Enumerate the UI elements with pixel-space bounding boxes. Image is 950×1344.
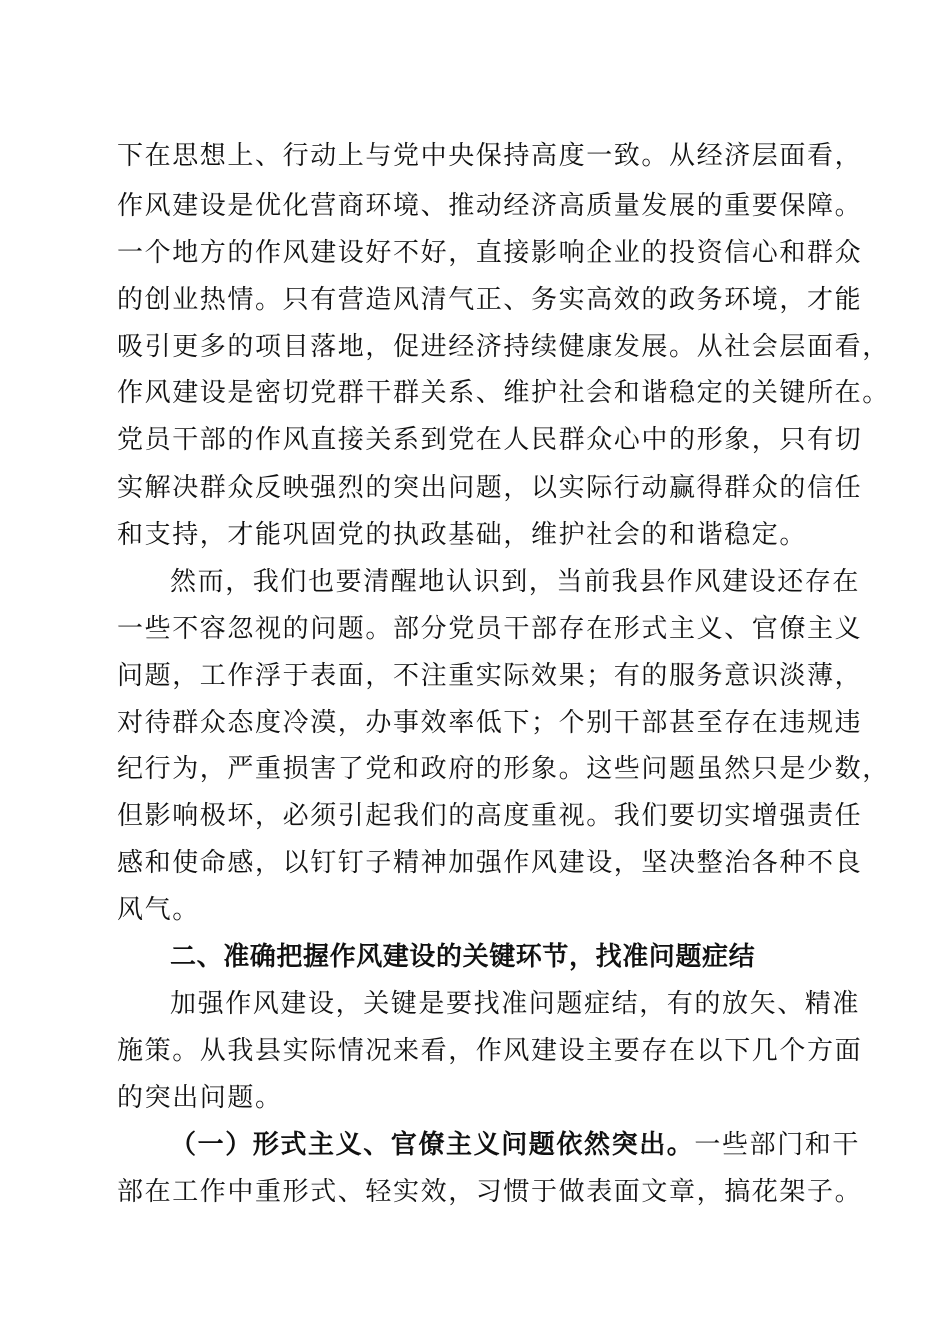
- subsection-line: [170, 1125, 860, 1165]
- text-line: 吸引更多的项目落地，促进经济持续健康发展。从社会层面看，: [117, 332, 890, 362]
- text-line: 问题，工作浮于表面，不注重实际效果；有的服务意识淡薄，: [117, 661, 863, 691]
- text-line: 施策。从我县实际情况来看，作风建设主要存在以下几个方面: [117, 1036, 863, 1066]
- subsection-text: 一些部门和干: [694, 1130, 861, 1160]
- text-line: 一个地方的作风建设好不好，直接影响企业的投资信心和群众: [117, 238, 863, 268]
- text-line: 风气。: [117, 895, 200, 925]
- subsection-heading: （一）形式主义、官僚主义问题依然突出。: [170, 1130, 695, 1160]
- text-line: 党员干部的作风直接关系到党在人民群众心中的形象，只有切: [117, 425, 863, 455]
- paragraph-first-line: 加强作风建设，关键是要找准问题症结，有的放矢、精准: [170, 989, 861, 1019]
- text-line: 对待群众态度冷漠，办事效率低下；个别干部甚至存在违规违: [117, 708, 863, 738]
- text-line: 和支持，才能巩固党的执政基础，维护社会的和谐稳定。: [117, 520, 808, 550]
- text-line: 实解决群众反映强烈的突出问题，以实际行动赢得群众的信任: [117, 473, 863, 503]
- text-line: 纪行为，严重损害了党和政府的形象。这些问题虽然只是少数，: [117, 754, 890, 784]
- paragraph-first-line: 然而，我们也要清醒地认识到，当前我县作风建设还存在: [170, 567, 861, 597]
- text-line: 一些不容忽视的问题。部分党员干部存在形式主义、官僚主义: [117, 614, 863, 644]
- text-line: 作风建设是优化营商环境、推动经济高质量发展的重要保障。: [117, 191, 863, 221]
- text-line: 部在工作中重形式、轻实效，习惯于做表面文章，搞花架子。: [117, 1177, 863, 1207]
- text-line: 作风建设是密切党群干群关系、维护社会和谐稳定的关键所在。: [117, 378, 890, 408]
- text-line: 的创业热情。只有营造风清气正、务实高效的政务环境，才能: [117, 285, 863, 315]
- text-line: 但影响极坏，必须引起我们的高度重视。我们要切实增强责任: [117, 801, 863, 831]
- text-line: 下在思想上、行动上与党中央保持高度一致。从经济层面看，: [117, 141, 863, 171]
- text-line: 的突出问题。: [117, 1083, 283, 1113]
- text-line: 感和使命感，以钉钉子精神加强作风建设，坚决整治各种不良: [117, 848, 863, 878]
- section-heading: 二、准确把握作风建设的关键环节，找准问题症结: [170, 942, 756, 972]
